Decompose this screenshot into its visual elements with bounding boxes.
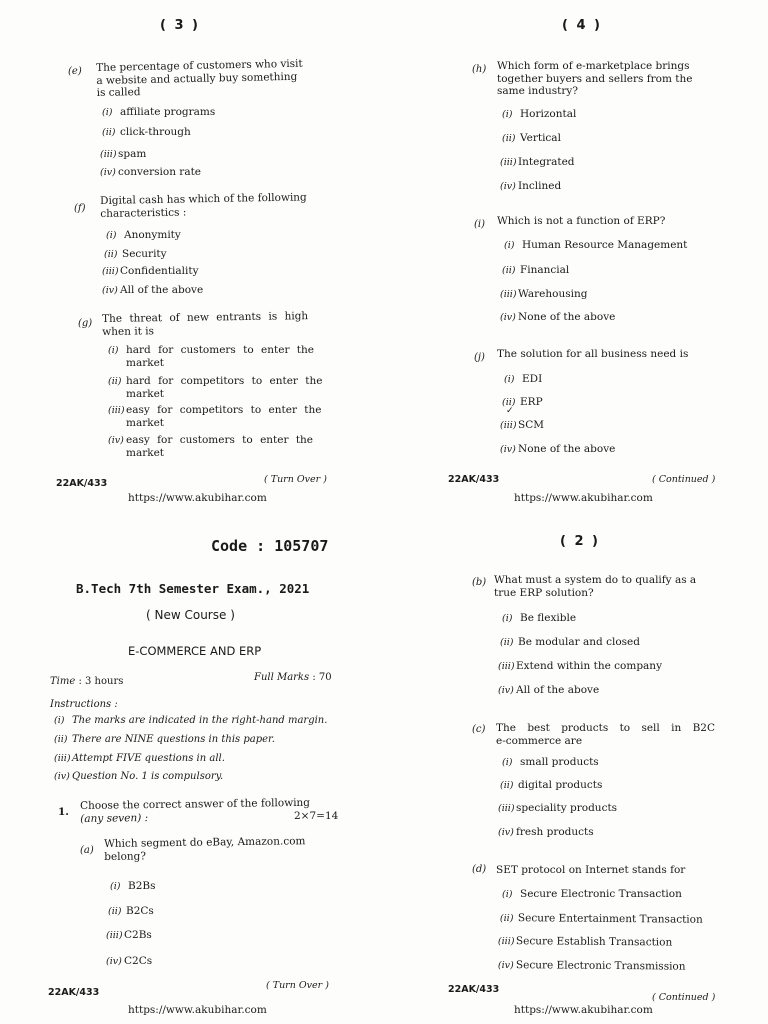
option: (iii)Secure Establish Transaction xyxy=(497,935,673,949)
paper-code: 22AK/433 xyxy=(448,984,500,995)
question-label: (b) xyxy=(472,577,487,588)
question-text: The solution for all business need is xyxy=(497,348,689,360)
page-number: ( 3 ) xyxy=(160,18,200,33)
option: (i) Horizontal xyxy=(502,108,577,120)
subject-title: E-COMMERCE AND ERP xyxy=(128,644,262,658)
instruction-item: (iv) Question No. 1 is compulsory. xyxy=(54,771,224,782)
question-text: Which form of e-marketplace brings together buyers and sellers from the same industry? xyxy=(497,60,693,97)
question-text: Which segment do eBay, Amazon.com belong? xyxy=(104,835,306,863)
option: (iii)Confidentiality xyxy=(102,265,199,277)
option: (ii) Secure Entertainment Transaction xyxy=(499,912,703,926)
option: (ii) digital products xyxy=(500,779,603,791)
option: (iv) All of the above xyxy=(102,284,204,296)
question-label: (e) xyxy=(68,66,82,77)
question-text: The threat of new entrants is high when it is xyxy=(102,310,309,338)
option: (iii)C2Bs xyxy=(106,929,152,941)
instruction-item: (i) The marks are indicated in the right-hand margin. xyxy=(54,715,328,726)
continued: ( Continued ) xyxy=(652,474,716,485)
turn-over: ( Turn Over ) xyxy=(266,980,329,991)
continued: ( Continued ) xyxy=(652,992,716,1003)
page-number: ( 2 ) xyxy=(560,534,600,549)
option: (iv) Secure Electronic Transmission xyxy=(497,959,686,973)
option: (i) Anonymity xyxy=(106,229,181,241)
option: (iii)Integrated xyxy=(500,156,575,168)
full-marks: Full Marks : 70 xyxy=(254,672,332,683)
question-label: (g) xyxy=(78,318,93,329)
question-text: SET protocol on Internet stands for xyxy=(496,864,686,876)
source-url[interactable]: https://www.akubihar.com xyxy=(514,1004,653,1016)
source-url[interactable]: https://www.akubihar.com xyxy=(128,492,267,504)
option: (i) EDI xyxy=(504,373,543,385)
option: (ii) Be modular and closed xyxy=(500,636,640,648)
marks-allocation: 2×7=14 xyxy=(294,810,339,822)
question-label: (c) xyxy=(472,724,486,735)
option: (iii)speciality products xyxy=(498,802,618,814)
option: (i) Secure Electronic Transaction xyxy=(502,888,682,900)
option: (ii) Security xyxy=(104,248,167,260)
option: (iii)spam xyxy=(100,148,147,160)
exam-code: Code : 105707 xyxy=(211,537,329,555)
question-label: (a) xyxy=(80,845,94,856)
option: (i) small products xyxy=(502,756,599,768)
option: (iii)easy for competitors to enter the market xyxy=(108,404,322,429)
option: (ii) hard for competitors to enter the market xyxy=(108,375,323,400)
option: (iv) All of the above xyxy=(498,684,600,696)
question-text: The percentage of customers who visit a website and actually buy something is called xyxy=(96,57,303,99)
question-label: (d) xyxy=(472,864,487,875)
option: (ii) click-through xyxy=(102,126,191,138)
paper-code: 22AK/433 xyxy=(48,987,100,998)
question-text: What must a system do to qualify as a true ERP solution? xyxy=(494,574,697,599)
question-label: (h) xyxy=(472,64,487,75)
option: (iii)Warehousing xyxy=(500,288,588,300)
option: (i) affiliate programs xyxy=(102,106,216,118)
instruction-item: (iii)Attempt FIVE questions in all. xyxy=(54,753,225,764)
option: (iv) Inclined xyxy=(500,180,562,192)
option: (ii) Financial xyxy=(502,264,570,276)
option: (iv) None of the above xyxy=(500,443,616,455)
instructions-heading: Instructions : xyxy=(50,699,118,710)
paper-code: 22AK/433 xyxy=(56,478,108,489)
time-info: Time : 3 hours xyxy=(50,676,124,687)
paper-code: 22AK/433 xyxy=(448,474,500,485)
instruction-item: (ii) There are NINE questions in this paper. xyxy=(54,734,275,745)
option: (iv) None of the above xyxy=(500,311,616,323)
question-text: The best products to sell in B2C e-commerce are xyxy=(496,722,715,747)
option: (ii) Vertical xyxy=(502,132,561,144)
option: (i) hard for customers to enter the market xyxy=(108,344,314,369)
option: (i) B2Bs xyxy=(110,880,156,892)
source-url[interactable]: https://www.akubihar.com xyxy=(514,492,653,504)
option: (iii)Extend within the company xyxy=(498,660,662,672)
question-label: (f) xyxy=(74,203,86,214)
option: (iv) fresh products xyxy=(498,826,594,838)
option: (iv) easy for customers to enter the market xyxy=(108,434,314,459)
question-label: (j) xyxy=(474,352,485,363)
option: (ii) ERP xyxy=(502,396,543,408)
option: (iii)SCM xyxy=(500,419,544,431)
question-text: Digital cash has which of the following characteristics : xyxy=(100,191,307,220)
option: (i) Human Resource Management xyxy=(504,239,688,251)
option: (i) Be flexible xyxy=(502,612,577,624)
option: (ii) B2Cs xyxy=(108,905,154,917)
question-number: 1. xyxy=(58,806,69,818)
turn-over: ( Turn Over ) xyxy=(264,474,327,485)
course-label: ( New Course ) xyxy=(146,608,235,622)
question-text: Which is not a function of ERP? xyxy=(497,215,666,227)
option: (iv) conversion rate xyxy=(100,166,202,178)
exam-title: B.Tech 7th Semester Exam., 2021 xyxy=(76,581,310,596)
checkmark-icon: ✓ xyxy=(506,406,514,416)
source-url[interactable]: https://www.akubihar.com xyxy=(128,1004,267,1016)
question-label: (i) xyxy=(474,219,486,230)
option: (iv) C2Cs xyxy=(106,955,153,967)
page-number: ( 4 ) xyxy=(562,18,602,33)
question-text: Choose the correct answer of the following (any seven) : xyxy=(80,796,311,825)
